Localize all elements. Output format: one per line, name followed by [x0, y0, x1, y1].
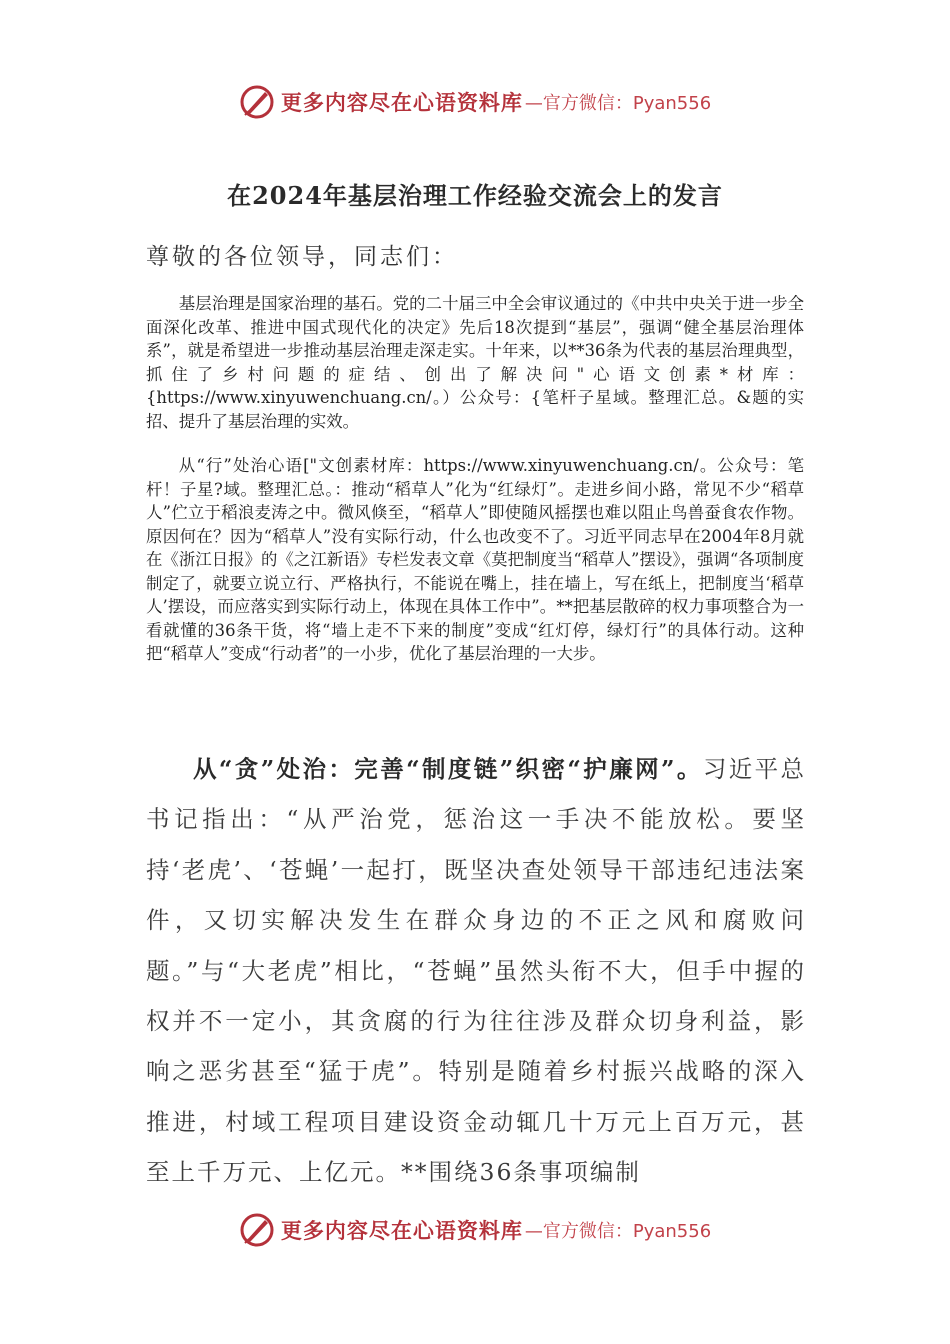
banner-wechat-text: —官方微信：Pyan556: [524, 93, 712, 114]
paragraph-2: 从“行”处治心语["文创素材库：https://www.xinyuwenchuang.cn/。公众号：笔杆！子星?域。整理汇总。：推动“稻草人”化为“红绿灯”。走进乡间小路，常见不少“稻草人”伫立于稻浪麦涛之中。微风倏至，“稻草人”即使随风摇摆也难以阻止鸟兽蚕食农作物。原因何在？因为“稻草人”没有实际行动，什么也改变不了。习近平同志早在2004年8月就在《浙江日报》的《之江新语》专栏发表文章《莫把制度当“稻草人”摆设》，强调“各项制度制定了，就要立说立行、严格执行，不能说在嘴上，挂在墙上，写在纸上，把制度当‘稻草人’摆设，而应落实到实际行动上，体现在具体工作中”。**把基层散碎的权力事项整合为一看就懂的36条干货，将“墙上走不下来的制度”变成“红灯停，绿灯行”的具体行动。这种把“稻草人”变成“行动者”的一小步，优化了基层治理的一大步。: [146, 456, 804, 663]
salutation: 尊敬的各位领导，同志们：: [146, 244, 458, 270]
quill-logo-icon: [239, 1212, 275, 1248]
footer-banner: [0, 1208, 950, 1252]
quill-logo-icon: [239, 84, 275, 120]
banner-main-text: 更多内容尽在心语资料库: [280, 1218, 523, 1243]
paragraph-3-heading: 从“贪”处治：完善“制度链”织密“护廉网”。: [193, 755, 703, 783]
header-banner: [0, 80, 950, 124]
paragraph-3-body: 习近平总书记指出：“从严治党，惩治这一手决不能放松。要坚持‘老虎’、‘苍蝇’一起打，既坚决查处领导干部违纪违法案件，又切实解决发生在群众身边的不正之风和腐败问题。”与“大老虎”相比，“苍蝇”虽然头衔不大，但手中握的权并不一定小，其贪腐的行为往往涉及群众切身利益，影响之恶劣甚至“猛于虎”。特别是随着乡村振兴战略的深入推进，村域工程项目建设资金动辄几十万元上百万元，甚至上千万元、上亿元。**围绕36条事项编制: [146, 755, 806, 1187]
banner-wechat-text: —官方微信：Pyan556: [524, 1221, 712, 1242]
paragraph-3: [146, 744, 806, 1198]
document-title: 在2024年基层治理工作经验交流会上的发言: [227, 181, 723, 210]
paragraph-1: 基层治理是国家治理的基石。党的二十届三中全会审议通过的《中共中央关于进一步全面深化改革、推进中国式现代化的决定》先后18次提到“基层”，强调“健全基层治理体系”，就是希望进一步推动基层治理走深走实。十年来，以**36条为代表的基层治理典型，抓住了乡村问题的症结、创出了解决问"心语文创素*材库：{https://www.xinyuwenchuang.cn/。）公众号：{笔杆子星域。整理汇总。&题的实招、提升了基层治理的实效。: [146, 294, 804, 431]
banner-main-text: 更多内容尽在心语资料库: [280, 90, 523, 115]
